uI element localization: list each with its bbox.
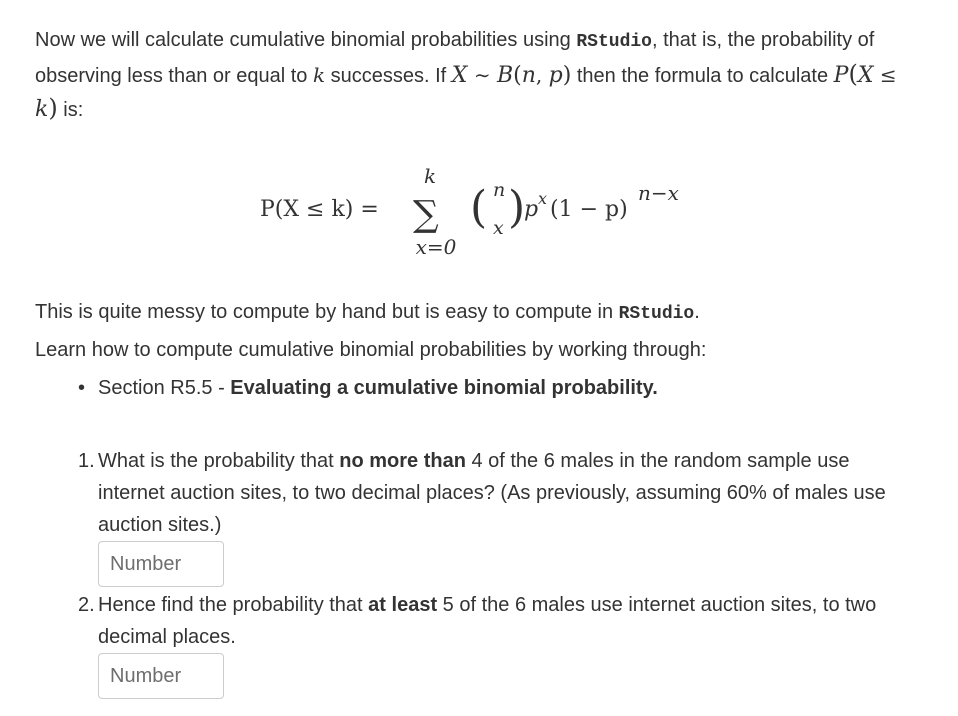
binom-bottom: x	[493, 217, 504, 239]
formula-p-exponent: x	[538, 189, 548, 208]
rstudio-code: RStudio	[618, 304, 695, 324]
intro-paragraph	[35, 24, 925, 126]
question-text	[98, 445, 918, 541]
bullet-dot: •	[78, 377, 86, 399]
math-x: X	[451, 63, 468, 88]
question-bold: at least	[368, 594, 438, 616]
math-k: k	[312, 63, 326, 87]
answer-1-input[interactable]	[98, 541, 224, 587]
messy-paragraph	[35, 296, 925, 330]
math-x: X	[857, 63, 874, 88]
math-comma: ,	[535, 63, 549, 87]
math-sim: ∼	[467, 63, 497, 87]
math-paren: (	[513, 63, 522, 88]
bullet-text	[98, 372, 658, 404]
sum-upper-limit: k	[423, 164, 437, 188]
intro-text: then the formula to calculate	[571, 65, 834, 87]
question-plain: 4 of the 6 males in the random sample use internet auction sites, to two decimal places? (As previously, assuming 60% of males use auction sites.)	[98, 450, 886, 536]
binom-right-paren: )	[508, 182, 526, 233]
math-n: n	[521, 63, 536, 88]
question-plain: What is the probability that	[98, 450, 340, 472]
question-plain: 5 of the 6 males use internet auction sites, to two decimal places.	[98, 594, 877, 648]
sum-lower-limit: x=0	[415, 235, 457, 259]
body-text: This is quite messy to compute by hand but is easy to compute in	[35, 301, 619, 323]
math-b: B	[496, 63, 514, 88]
math-p: p	[548, 63, 563, 88]
question-text	[98, 589, 918, 653]
binom-left-paren: (	[470, 182, 488, 233]
answer-2-input[interactable]	[98, 653, 224, 699]
question-bold: no more than	[339, 450, 466, 472]
intro-text: is:	[57, 99, 84, 121]
formula-lhs: P(X ≤ k) =	[260, 197, 379, 222]
binom-top: n	[493, 179, 506, 201]
formula-p: p	[524, 197, 539, 222]
math-p-upper: P	[833, 63, 849, 88]
question-plain: Hence find the probability that	[98, 594, 369, 616]
bullet-bold-title: Evaluating a cumulative binomial probability.	[230, 377, 658, 399]
math-k: k	[35, 97, 49, 122]
formula-exponent: n−x	[638, 181, 679, 205]
learn-paragraph: Learn how to compute cumulative binomial probabilities by working through:	[35, 339, 707, 361]
intro-text: , that is, the probability of observing less than or equal to	[35, 29, 875, 87]
question-number: 1.	[78, 450, 95, 472]
question-number: 2.	[78, 594, 95, 616]
body-text: .	[694, 301, 700, 323]
bullet-plain: Section R5.5 -	[98, 377, 231, 399]
intro-text: Now we will calculate cumulative binomial probabilities using	[35, 29, 577, 51]
binomial-cdf-formula	[250, 150, 710, 270]
math-paren: (	[848, 60, 858, 88]
rstudio-code: RStudio	[576, 32, 652, 52]
math-paren: )	[48, 94, 58, 122]
math-le: ≤	[873, 63, 897, 87]
sum-symbol: ∑	[413, 194, 439, 235]
intro-text: successes. If	[325, 65, 452, 87]
math-paren: )	[562, 63, 572, 88]
formula-one-minus-p: (1 − p)	[550, 197, 628, 222]
